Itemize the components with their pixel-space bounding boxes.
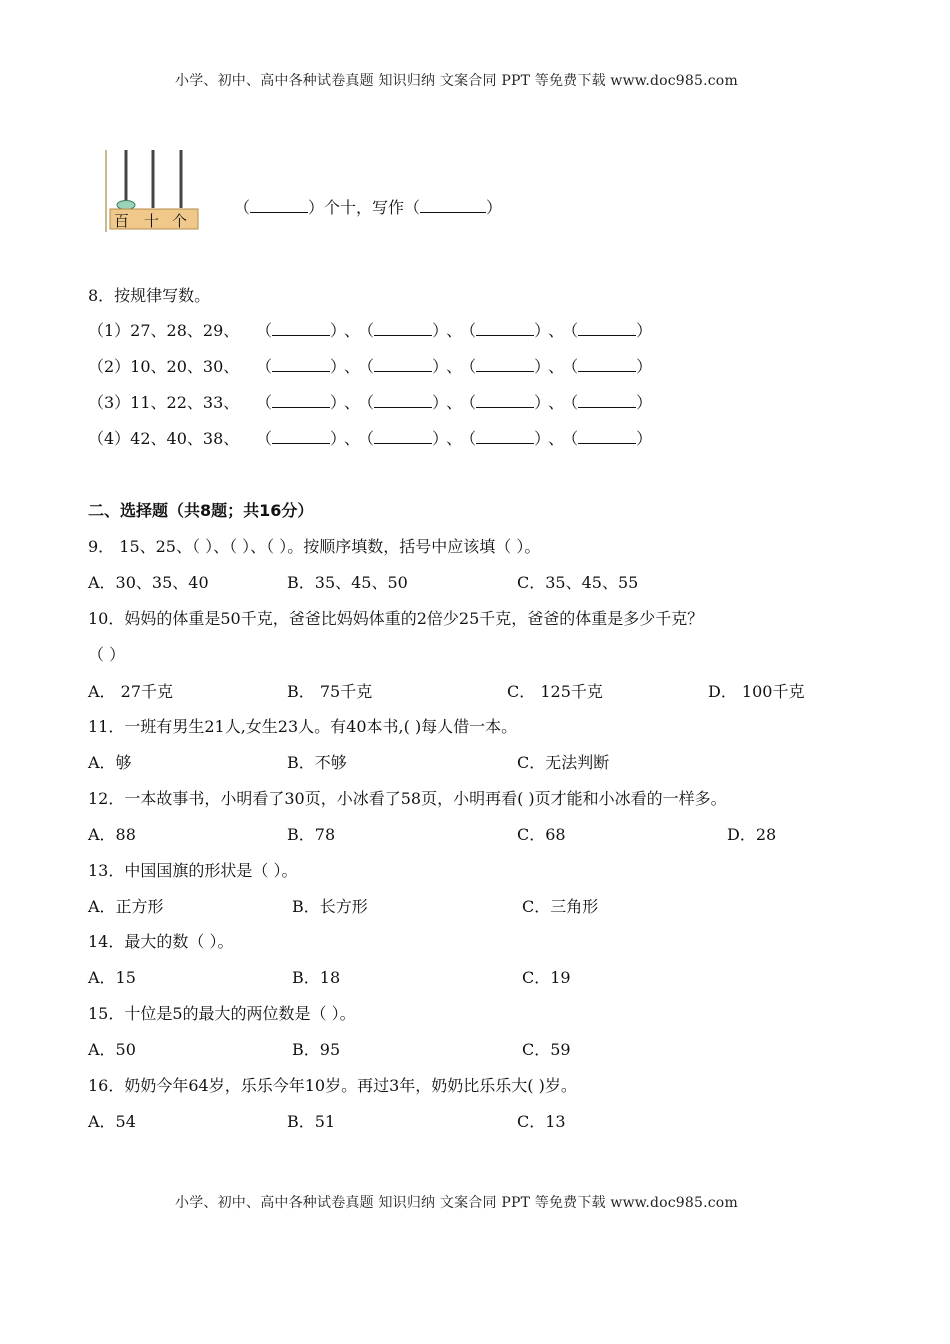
option-a[interactable]: A．30、35、40 [88,573,209,592]
option-c[interactable]: C．无法判断 [517,753,610,772]
question-stem: 11．一班有男生21人,女生23人。有40本书,( )每人借一本。 [88,717,518,736]
answer-blank[interactable] [578,321,636,336]
paren-open: （ [366,429,375,448]
abacus-blank-tens[interactable] [250,198,308,213]
separator: 、 [344,321,361,340]
abacus-open1: （ [234,198,251,217]
answer-blank[interactable] [374,357,432,372]
paren-close: ） [432,393,441,412]
abacus-label-tens: 十 [144,212,160,230]
option-c[interactable]: C．13 [517,1112,566,1131]
answer-blank[interactable] [272,393,330,408]
paren-open: （ [468,357,477,376]
paren-close: ） [432,321,441,340]
paren-open: （ [256,357,273,376]
paren-close: ） [534,393,543,412]
question-stem: 13．中国国旗的形状是（ ）。 [88,861,298,880]
paren-close: ） [534,321,543,340]
option-c[interactable]: C．59 [522,1040,571,1059]
question-stem: 16．奶奶今年64岁，乐乐今年10岁。再过3年，奶奶比乐乐大( )岁。 [88,1076,577,1095]
q8-row-3 [88,390,652,413]
paren-open: （ [366,321,375,340]
option-a[interactable]: A．54 [88,1112,136,1131]
separator: 、 [548,357,565,376]
option-a[interactable]: A．15 [88,968,136,987]
separator: 、 [344,429,361,448]
answer-blank[interactable] [578,393,636,408]
paren-close: ） [432,357,441,376]
paren-close: ） [636,429,653,448]
option-c[interactable]: C．35、45、55 [517,573,639,592]
separator: 、 [446,429,463,448]
answer-blank[interactable] [476,321,534,336]
answer-blank[interactable] [476,429,534,444]
paren-open: （ [570,429,579,448]
paren-open: （ [366,357,375,376]
separator: 、 [548,321,565,340]
answer-blank[interactable] [272,357,330,372]
answer-paren[interactable]: （ ） [88,645,126,664]
option-b[interactable]: B． 75千克 [287,682,373,701]
question-stem: 10．妈妈的体重是50千克，爸爸比妈妈体重的2倍少25千克，爸爸的体重是多少千克？ [88,609,704,628]
option-c[interactable]: C． 125千克 [507,682,603,701]
abacus-label-hundreds: 百 [114,212,130,230]
answer-blank[interactable] [476,357,534,372]
paren-close: ） [534,357,543,376]
answer-blank[interactable] [272,429,330,444]
answer-blank[interactable] [374,393,432,408]
paren-close: ） [432,429,441,448]
answer-blank[interactable] [578,357,636,372]
paren-open: （ [570,393,579,412]
paren-open: （ [256,321,273,340]
paren-open: （ [256,393,273,412]
section-title: 二、选择题（共8题；共16分） [88,501,314,520]
separator: 、 [344,393,361,412]
question-stem: 14．最大的数（ ）。 [88,932,234,951]
paren-close: ） [330,429,339,448]
paren-open: （ [468,429,477,448]
q8-row-4 [88,426,652,449]
abacus-question [234,195,502,218]
answer-blank[interactable] [476,393,534,408]
q8-row-2 [88,354,652,377]
separator: 、 [548,393,565,412]
q8-row-prefix: （2）10、20、30、 [88,357,240,376]
option-b[interactable]: B．长方形 [292,897,368,916]
option-a[interactable]: A．88 [88,825,136,844]
paren-open: （ [468,393,477,412]
option-b[interactable]: B．35、45、50 [287,573,408,592]
q8-row-1 [88,318,652,341]
abacus-mid: ）个十，写作（ [308,198,421,217]
q8-row-prefix: （3）11、22、33、 [88,393,240,412]
paren-open: （ [256,429,273,448]
paren-open: （ [366,393,375,412]
paren-open: （ [468,321,477,340]
question-stem: 15．十位是5的最大的两位数是（ ）。 [88,1004,356,1023]
option-b[interactable]: B．18 [292,968,341,987]
paren-close: ） [534,429,543,448]
page-footer: 小学、初中、高中各种试卷真题 知识归纳 文案合同 PPT 等免费下载 www.doc985.com [175,1195,738,1211]
separator: 、 [446,393,463,412]
paren-open: （ [570,321,579,340]
option-c[interactable]: C．三角形 [522,897,599,916]
abacus-label-ones: 个 [172,212,188,230]
paren-close: ） [636,393,653,412]
paren-close: ） [636,357,653,376]
option-b[interactable]: B．95 [292,1040,341,1059]
answer-blank[interactable] [374,429,432,444]
option-d[interactable]: D．28 [727,825,777,844]
answer-blank[interactable] [272,321,330,336]
abacus-blank-written[interactable] [420,198,486,213]
q8-row-prefix: （1）27、28、29、 [88,321,240,340]
option-d[interactable]: D． 100千克 [708,682,805,701]
paren-close: ） [330,321,339,340]
separator: 、 [548,429,565,448]
option-a[interactable]: A． 27千克 [88,682,174,701]
paren-close: ） [330,357,339,376]
answer-blank[interactable] [578,429,636,444]
page-header: 小学、初中、高中各种试卷真题 知识归纳 文案合同 PPT 等免费下载 www.doc985.com [175,73,738,89]
paren-close: ） [330,393,339,412]
abacus-close: ） [486,198,503,217]
q8-row-prefix: （4）42、40、38、 [88,429,240,448]
option-b[interactable]: B．78 [287,825,336,844]
option-a[interactable]: A．正方形 [88,897,164,916]
question-stem: 9． 15、25、（ ）、（ ）、（ ）。按顺序填数，括号中应该填（ ）。 [88,537,541,556]
option-c[interactable]: C．68 [517,825,566,844]
option-b[interactable]: B．不够 [287,753,347,772]
separator: 、 [446,357,463,376]
q8-title: 8．按规律写数。 [88,286,211,305]
question-stem: 12．一本故事书，小明看了30页，小冰看了58页，小明再看( )页才能和小冰看的一样多。 [88,789,727,808]
option-a[interactable]: A．50 [88,1040,136,1059]
paren-open: （ [570,357,579,376]
option-b[interactable]: B．51 [287,1112,336,1131]
option-c[interactable]: C．19 [522,968,571,987]
separator: 、 [344,357,361,376]
paren-close: ） [636,321,653,340]
option-a[interactable]: A．够 [88,753,132,772]
answer-blank[interactable] [374,321,432,336]
separator: 、 [446,321,463,340]
